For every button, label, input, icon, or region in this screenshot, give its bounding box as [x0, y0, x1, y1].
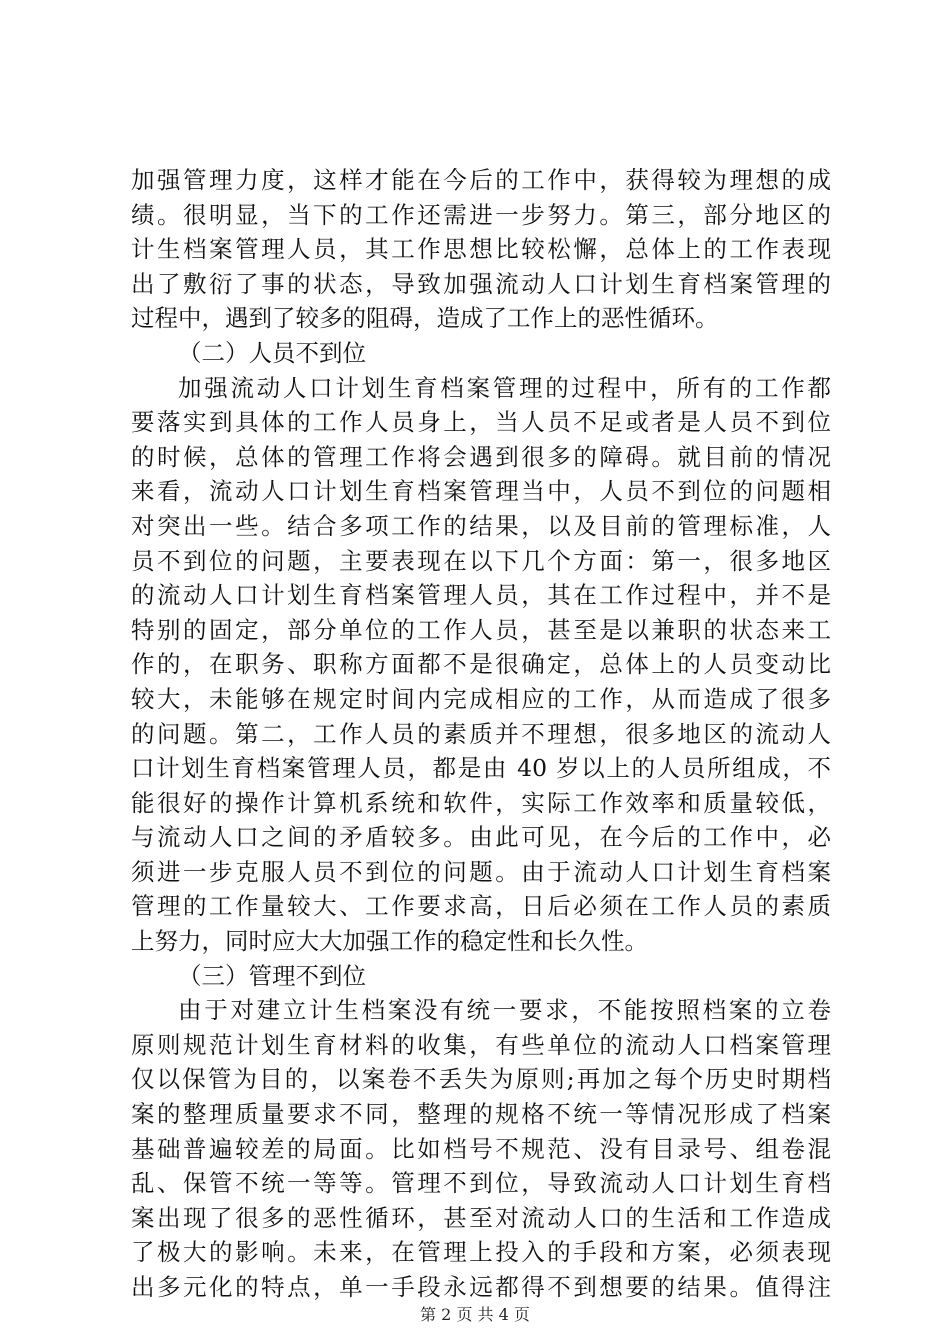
text-line: 出了敷衍了事的状态，导致加强流动人口计划生育档案管理的: [131, 269, 831, 298]
text-line: 管理的工作量较大、工作要求高，日后必须在工作人员的素质: [131, 892, 831, 921]
text-line: 乱、保管不统一等等。管理不到位，导致流动人口计划生育档: [131, 1169, 831, 1198]
text-line: 口计划生育档案管理人员，都是由 40 岁以上的人员所组成，不: [131, 754, 831, 783]
text-line: 须进一步克服人员不到位的问题。由于流动人口计划生育档案: [131, 857, 831, 886]
section-heading: （二）人员不到位: [178, 338, 366, 367]
text-line: 绩。很明显，当下的工作还需进一步努力。第三，部分地区的: [131, 200, 831, 229]
text-line: 仅以保管为目的，以案卷不丢失为原则;再加之每个历史时期档: [131, 1065, 831, 1094]
text-line: 了极大的影响。未来，在管理上投入的手段和方案，必须表现: [131, 1238, 831, 1267]
section-heading: （三）管理不到位: [178, 961, 366, 990]
text-line: 计生档案管理人员，其工作思想比较松懈，总体上的工作表现: [131, 235, 831, 264]
text-line: 的时候，总体的管理工作将会遇到很多的障碍。就目前的情况: [131, 442, 831, 471]
text-line: 上努力，同时应大大加强工作的稳定性和长久性。: [131, 927, 648, 956]
text-line: 案出现了很多的恶性循环，甚至对流动人口的生活和工作造成: [131, 1203, 831, 1232]
text-line: 由于对建立计生档案没有统一要求，不能按照档案的立卷: [178, 996, 831, 1025]
text-line: 较大，未能够在规定时间内完成相应的工作，从而造成了很多: [131, 684, 831, 713]
text-line: 原则规范计划生育材料的收集，有些单位的流动人口档案管理: [131, 1030, 831, 1059]
text-line: 出多元化的特点，单一手段永远都得不到想要的结果。值得注: [131, 1273, 831, 1301]
text-line: 的问题。第二，工作人员的素质并不理想，很多地区的流动人: [131, 719, 831, 748]
text-line: 案的整理质量要求不同，整理的规格不统一等情况形成了档案: [131, 1100, 831, 1129]
text-line: 作的，在职务、职称方面都不是很确定，总体上的人员变动比: [131, 650, 831, 679]
text-line: 过程中，遇到了较多的阻碍，造成了工作上的恶性循环。: [131, 304, 719, 333]
text-line: 来看，流动人口计划生育档案管理当中，人员不到位的问题相: [131, 477, 831, 506]
text-line: 对突出一些。结合多项工作的结果，以及目前的管理标准，人: [131, 511, 831, 540]
text-line: 员不到位的问题，主要表现在以下几个方面：第一，很多地区: [131, 546, 831, 575]
text-line: 能很好的操作计算机系统和软件，实际工作效率和质量较低，: [131, 788, 831, 817]
text-line: 的流动人口计划生育档案管理人员，其在工作过程中，并不是: [131, 581, 831, 610]
document-body: [131, 163, 831, 1305]
text-line: 与流动人口之间的矛盾较多。由此可见，在今后的工作中，必: [131, 823, 831, 852]
text-line: 特别的固定，部分单位的工作人员，甚至是以兼职的状态来工: [131, 615, 831, 644]
text-line: 要落实到具体的工作人员身上，当人员不足或者是人员不到位: [131, 408, 831, 437]
text-line: 基础普遍较差的局面。比如档号不规范、没有目录号、组卷混: [131, 1134, 831, 1163]
text-line: 加强流动人口计划生育档案管理的过程中，所有的工作都: [178, 373, 831, 402]
text-line: 加强管理力度，这样才能在今后的工作中，获得较为理想的成: [131, 166, 831, 194]
page-footer: 第 2 页 共 4 页: [420, 1305, 530, 1324]
